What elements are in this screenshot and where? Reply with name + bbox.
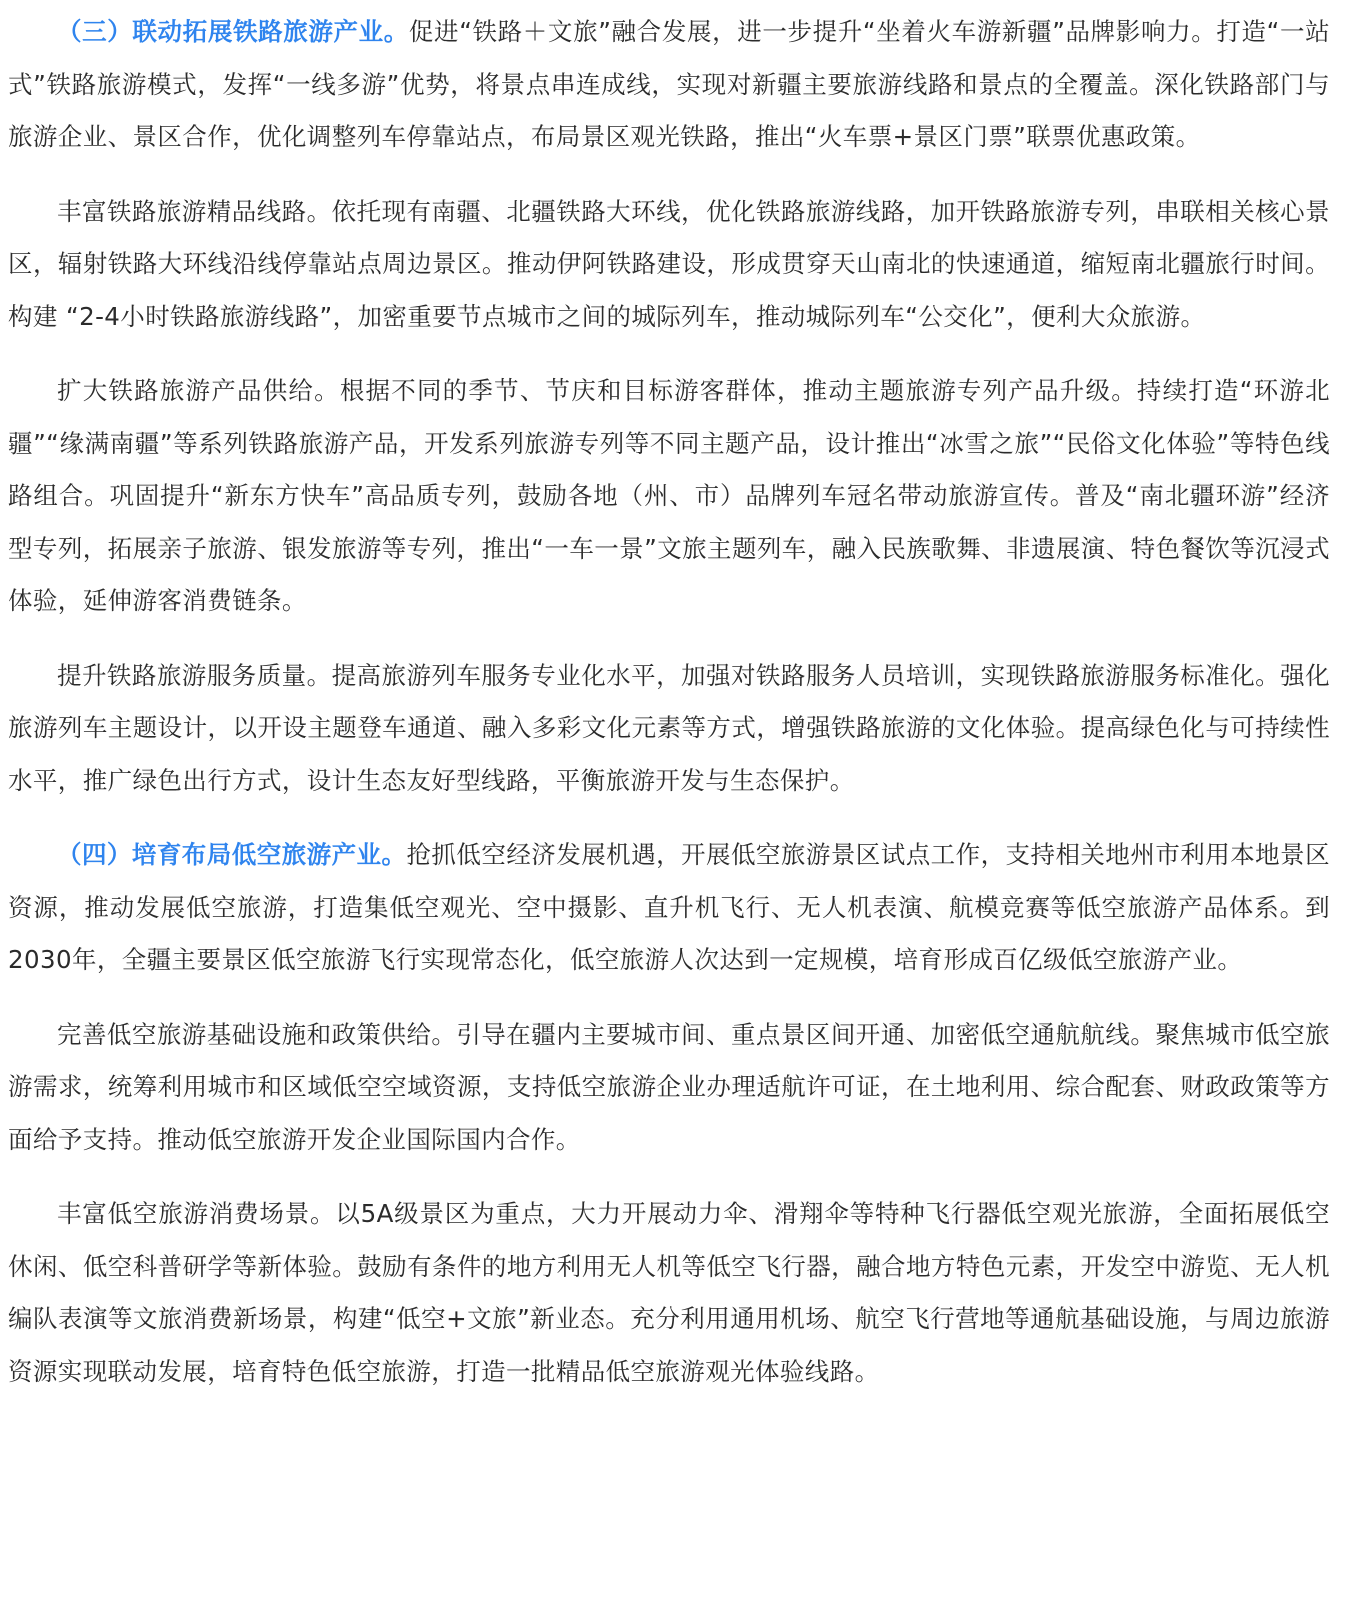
paragraph-text: 丰富铁路旅游精品线路。依托现有南疆、北疆铁路大环线，优化铁路旅游线路，加开铁路旅游专列，串联相关核心景区，辐射铁路大环线沿线停靠站点周边景区。推动伊阿铁路建设，形成贯穿天山南北的快速通道，缩短南北疆旅行时间。构建 “2-4小时铁路旅游线路”，加密重要节点城市之间的城际列车，推动城际列车“公交化”，便利大众旅游。 [8,196,1330,331]
section-heading-railway: （三）联动拓展铁路旅游产业。 [57,17,409,46]
paragraph-text: 抢抓低空经济发展机遇，开展低空旅游景区试点工作，支持相关地州市利用本地景区资源，推动发展低空旅游，打造集低空观光、空中摄影、直升机飞行、无人机表演、航模竞赛等低空旅游产品体系。到2030年，全疆主要景区低空旅游飞行实现常态化，低空旅游人次达到一定规模，培育形成百亿级低空旅游产业。 [8,840,1330,974]
paragraph-text: 提升铁路旅游服务质量。提高旅游列车服务专业化水平，加强对铁路服务人员培训，实现铁路旅游服务标准化。强化旅游列车主题设计，以开设主题登车通道、融入多彩文化元素等方式，增强铁路旅游的文化体验。提高绿色化与可持续性水平，推广绿色出行方式，设计生态友好型线路，平衡旅游开发与生态保护。 [8,660,1330,795]
paragraph-railway-routes [8,186,1330,344]
paragraph-low-altitude-scenes [8,1188,1330,1398]
paragraph-text: 扩大铁路旅游产品供给。根据不同的季节、节庆和目标游客群体，推动主题旅游专列产品升级。持续打造“环游北疆”“缘满南疆”等系列铁路旅游产品，开发系列旅游专列等不同主题产品，设计推出“冰雪之旅”“民俗文化体验”等特色线路组合。巩固提升“新东方快车”高品质专列，鼓励各地（州、市）品牌列车冠名带动旅游宣传。普及“南北疆环游”经济型专列，拓展亲子旅游、银发旅游等专列，推出“一车一景”文旅主题列车，融入民族歌舞、非遗展演、特色餐饮等沉浸式体验，延伸游客消费链条。 [8,376,1330,615]
paragraph-railway-tourism [8,0,1330,164]
paragraph-railway-service [8,650,1330,808]
paragraph-low-altitude-infrastructure [8,1009,1330,1167]
paragraph-low-altitude-tourism [8,829,1330,987]
paragraph-text: 完善低空旅游基础设施和政策供给。引导在疆内主要城市间、重点景区间开通、加密低空通航航线。聚焦城市低空旅游需求，统筹利用城市和区域低空空域资源，支持低空旅游企业办理适航许可证，在土地利用、综合配套、财政政策等方面给予支持。推动低空旅游开发企业国际国内合作。 [8,1019,1330,1154]
paragraph-text: 丰富低空旅游消费场景。以5A级景区为重点，大力开展动力伞、滑翔伞等特种飞行器低空观光旅游，全面拓展低空休闲、低空科普研学等新体验。鼓励有条件的地方利用无人机等低空飞行器，融合地方特色元素，开发空中游览、无人机编队表演等文旅消费新场景，构建“低空+文旅”新业态。充分利用通用机场、航空飞行营地等通航基础设施，与周边旅游资源实现联动发展，培育特色低空旅游，打造一批精品低空旅游观光体验线路。 [8,1199,1330,1386]
paragraph-railway-products [8,365,1330,628]
paragraph-text: 促进“铁路＋文旅”融合发展，进一步提升“坐着火车游新疆”品牌影响力。打造“一站式”铁路旅游模式，发挥“一线多游”优势，将景点串连成线，实现对新疆主要旅游线路和景点的全覆盖。深化铁路部门与旅游企业、景区合作，优化调整列车停靠站点，布局景区观光铁路，推出“火车票+景区门票”联票优惠政策。 [8,17,1330,151]
section-heading-low-altitude: （四）培育布局低空旅游产业。 [57,840,407,869]
